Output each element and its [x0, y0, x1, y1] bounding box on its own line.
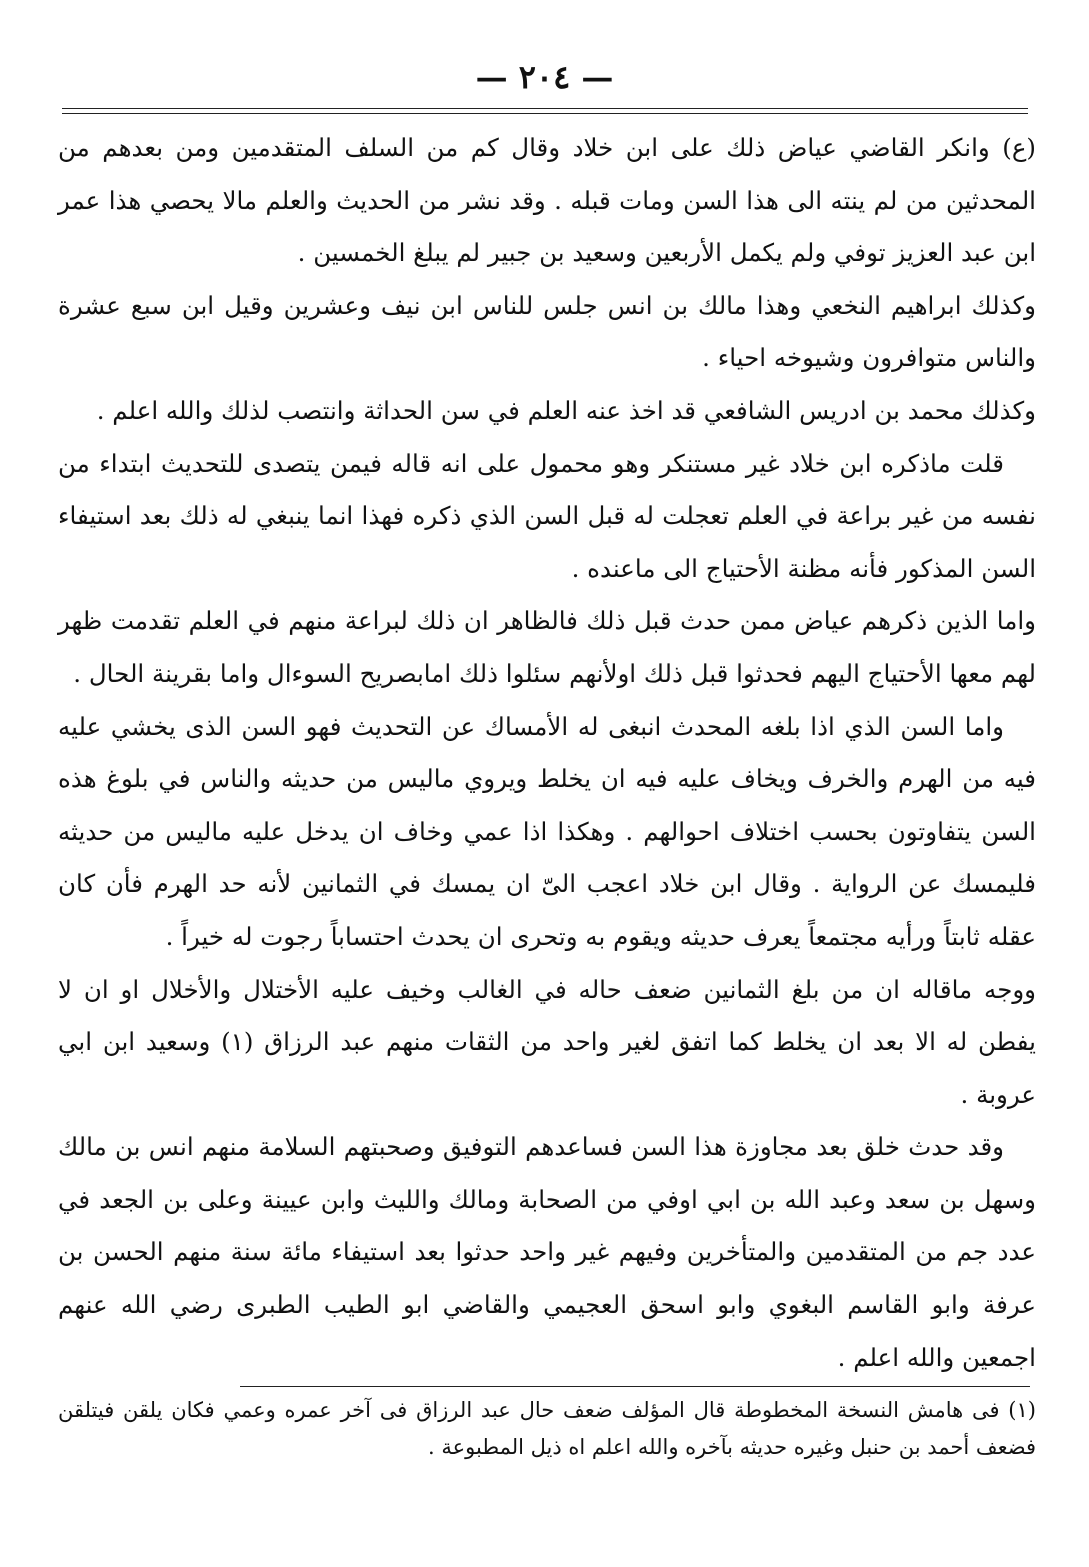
main-text	[58, 122, 1036, 1384]
paragraph: واما السن الذي اذا بلغه المحدث انبغى له الأمساك عن التحديث فهو السن الذى يخشي عليه فيه من الهرم والخرف ويخاف عليه فيه ان يخلط ويروي ماليس من حديثه والناس في بلوغ هذه السن يتفاوتون بحسب اختلاف احوالهم . وهكذا اذا عمي وخاف ان يدخل عليه ماليس من حديثه فليمسك عن الرواية . وقال ابن خلاد اعجب الىّ ان يمسك في الثمانين لأنه حد الهرم فأن كان عقله ثابتاً ورأيه مجتمعاً يعرف حديثه ويقوم به وتحرى ان يحدث احتساباً رجوت له خيراً .	[58, 711, 1036, 951]
paragraph: (ع) وانكر القاضي عياض ذلك على ابن خلاد وقال كم من السلف المتقدمين ومن بعدهم من المحدثين من لم ينته الى هذا السن ومات قبله . وقد نشر من الحديث والعلم مالا يحصي هذا عمر ابن عبد العزيز توفي ولم يكمل الأربعين وسعيد بن جبير لم يبلغ الخمسين .	[58, 133, 1036, 268]
header-rule-thin	[62, 113, 1028, 114]
header-rule	[62, 108, 1028, 109]
paragraph: ووجه ماقاله ان من بلغ الثمانين ضعف حاله في الغالب وخيف عليه الأختلال والأخلال او ان لا يفطن له الا بعد ان يخلط كما اتفق لغير واحد من الثقات منهم عبد الرزاق (١) وسعيد ابن ابي عروبة .	[58, 974, 1036, 1109]
paragraph: وقد حدث خلق بعد مجاوزة هذا السن فساعدهم التوفيق وصحبتهم السلامة منهم انس بن مالك وسهل بن سعد وعبد الله بن ابي اوفي من الصحابة ومالك والليث وابن عيينة وعلى بن الجعد في عدد جم من المتقدمين والمتأخرين وفيهم غير واحد حدثوا بعد استيفاء مائة سنة منهم الحسن بن عرفة وابو القاسم البغوي وابو اسحق العجيمي والقاضي ابو الطيب الطبرى رضي الله عنهم اجمعين والله اعلم .	[58, 1132, 1036, 1372]
footnote-rule	[240, 1386, 1030, 1387]
footnote-text: (١) فى هامش النسخة المخطوطة قال المؤلف ضعف حال عبد الرزاق فى آخر عمره وعمي فكان يلقن فيتلقن فضعف أحمد بن حنبل وغيره حديثه بآخره والله اعلم اه ذيل المطبوعة .	[58, 1398, 1036, 1459]
paragraph: وكذلك محمد بن ادريس الشافعي قد اخذ عنه العلم في سن الحداثة وانتصب لذلك والله اعلم .	[96, 395, 1036, 425]
paragraph: قلت ماذكره ابن خلاد غير مستنكر وهو محمول على انه قاله فيمن يتصدى للتحديث ابتداء من نفسه من غير براعة في العلم تعجلت له قبل السن الذي ذكره فهذا انما ينبغي له ذلك بعد استيفاء السن المذكور فأنه مظنة الأحتياج الى ماعنده .	[58, 448, 1036, 583]
paragraph: وكذلك ابراهيم النخعي وهذا مالك بن انس جلس للناس ابن نيف وعشرين وقيل ابن سبع عشرة والناس متوافرون وشيوخه احياء .	[58, 290, 1036, 373]
page-number: — ٢٠٤ —	[475, 58, 614, 96]
footnote	[58, 1392, 1036, 1466]
paragraph: واما الذين ذكرهم عياض ممن حدث قبل ذلك فالظاهر ان ذلك لبراعة منهم في العلم تقدمت ظهر لهم معها الأحتياج اليهم فحدثوا قبل ذلك اولأنهم سئلوا ذلك امابصريح السوءال واما بقرينة الحال .	[58, 606, 1036, 688]
